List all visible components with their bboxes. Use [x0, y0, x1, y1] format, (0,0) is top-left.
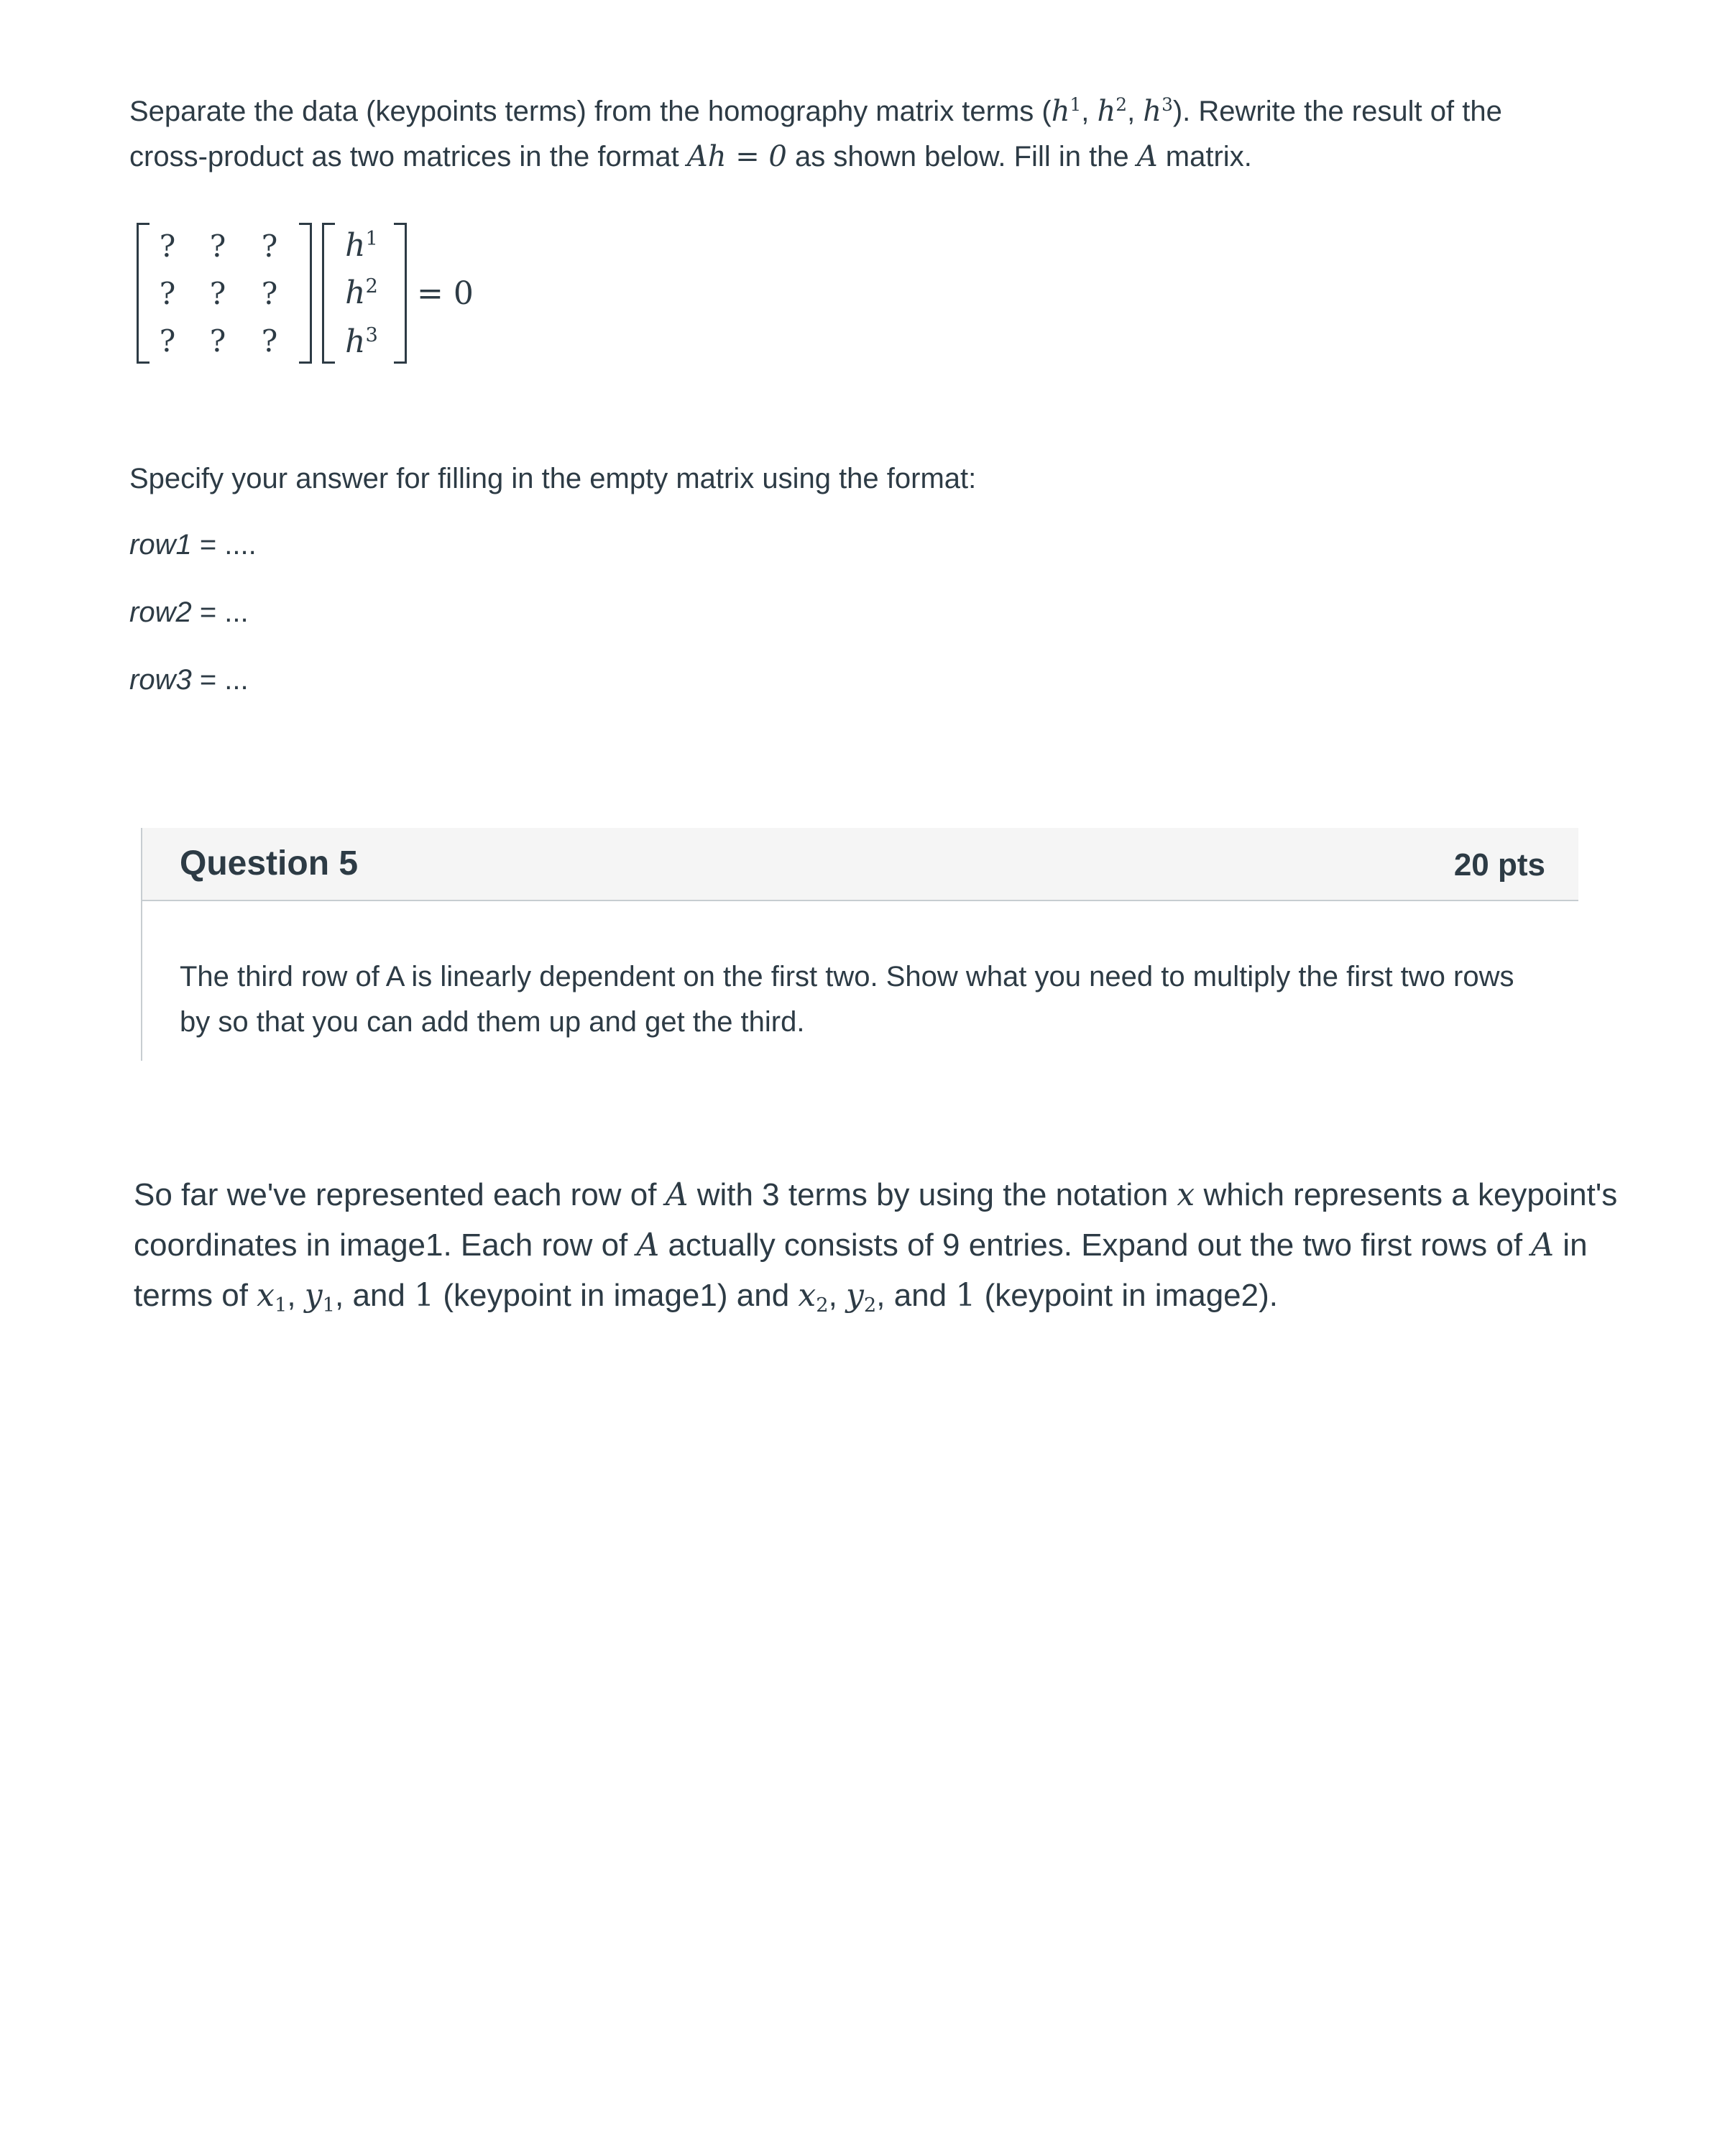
math-h: h	[345, 275, 366, 311]
math-h: h	[345, 323, 366, 360]
math-sub: 2	[816, 1294, 829, 1317]
sofar-text: So far we've represented each row of	[134, 1177, 666, 1212]
math-sub: 2	[863, 1294, 877, 1317]
math-equation: Ah = 0	[686, 140, 787, 173]
math-y: y	[304, 1277, 323, 1314]
math-sup: 2	[365, 275, 378, 298]
sofar-text: (keypoint in image1) and	[434, 1278, 799, 1313]
math-sup: 1	[1070, 94, 1082, 116]
math-one: 1	[414, 1277, 435, 1314]
matrix-cell: ?	[261, 323, 278, 359]
sofar-paragraph	[134, 1170, 1650, 1321]
row-placeholder: = ...	[191, 664, 249, 696]
sofar-text: with 3 terms by using the notation	[688, 1177, 1177, 1212]
math-h: h	[345, 227, 366, 264]
math-comma: ,	[828, 1278, 847, 1313]
math-y: y	[846, 1277, 864, 1314]
math-sup: 2	[1116, 94, 1128, 116]
math-x: x	[257, 1277, 275, 1314]
question-left-border	[141, 828, 142, 1061]
question-title: Question 5	[180, 844, 359, 883]
row-placeholder: = ....	[191, 529, 257, 561]
question-header	[141, 828, 1578, 901]
math-h: h	[1097, 95, 1116, 128]
intro-text: as shown below. Fill in the	[786, 141, 1137, 172]
sofar-text: in terms of	[134, 1227, 1588, 1313]
matrix-cell: ?	[159, 323, 176, 359]
math-one: 1	[955, 1277, 976, 1314]
matrix-a-right-bracket	[299, 223, 312, 364]
matrix-cell: ?	[261, 229, 278, 264]
specify-instruction: Specify your answer for filling in the empty matrix using the format:	[129, 463, 977, 494]
sofar-text: , and	[876, 1278, 956, 1313]
math-comma: ,	[1127, 96, 1144, 127]
matrix-cell: ?	[159, 229, 176, 264]
matrix-a-left-bracket	[137, 223, 150, 364]
question-body: The third row of A is linearly dependent on the first two. Show what you need to multiply the first two rows by so that you can add them up and get the third.	[180, 961, 1514, 1038]
math-h: h	[1051, 95, 1070, 128]
matrix-cell: ?	[159, 276, 176, 311]
matrix-h-left-bracket	[322, 223, 335, 364]
math-sub: 1	[274, 1294, 288, 1317]
sofar-text: actually consists of 9 entries. Expand out the two first rows of	[659, 1227, 1532, 1263]
math-comma: ,	[287, 1278, 305, 1313]
row-format-line	[129, 591, 249, 634]
math-sup: 3	[365, 324, 378, 346]
row-format-line	[129, 658, 249, 701]
sofar-text: , and	[335, 1278, 415, 1313]
row-format-line	[129, 523, 257, 566]
h-entry	[336, 323, 387, 360]
math-A: A	[665, 1176, 689, 1213]
question-points: 20 pts	[1453, 847, 1545, 883]
matrix-cell: ?	[209, 323, 226, 359]
matrix-h-right-bracket	[394, 223, 407, 364]
intro-text: Separate the data (keypoints terms) from the homography matrix terms (	[129, 96, 1052, 127]
math-A: A	[1531, 1227, 1555, 1263]
intro-text: ). Rewrite the result of the cross-product as two matrices in the format	[129, 96, 1502, 172]
math-sup: 1	[365, 228, 378, 250]
matrix-cell: ?	[209, 229, 226, 264]
intro-text: matrix.	[1157, 141, 1252, 172]
row-name: row2	[129, 596, 192, 628]
row-name: row3	[129, 664, 192, 696]
h-entry	[336, 277, 387, 309]
equals-zero: = 0	[417, 275, 474, 312]
row-placeholder: = ...	[191, 596, 249, 628]
intro-paragraph	[129, 89, 1581, 180]
sofar-text: which represents a keypoint's coordinates in image1. Each row of	[134, 1177, 1618, 1263]
matrix-equation	[134, 216, 522, 374]
math-sup: 3	[1162, 94, 1173, 116]
matrix-cell: ?	[209, 276, 226, 311]
h-entry	[336, 227, 387, 264]
math-x: x	[1177, 1176, 1195, 1213]
sofar-text: (keypoint in image2).	[975, 1278, 1278, 1313]
question-card	[141, 828, 1578, 1061]
math-comma: ,	[1081, 96, 1098, 127]
math-x: x	[798, 1277, 816, 1314]
matrix-cell: ?	[261, 276, 278, 311]
math-A: A	[1136, 140, 1158, 173]
math-sub: 1	[322, 1294, 336, 1317]
math-h: h	[1143, 95, 1162, 128]
math-A: A	[636, 1227, 660, 1263]
row-name: row1	[129, 529, 192, 561]
